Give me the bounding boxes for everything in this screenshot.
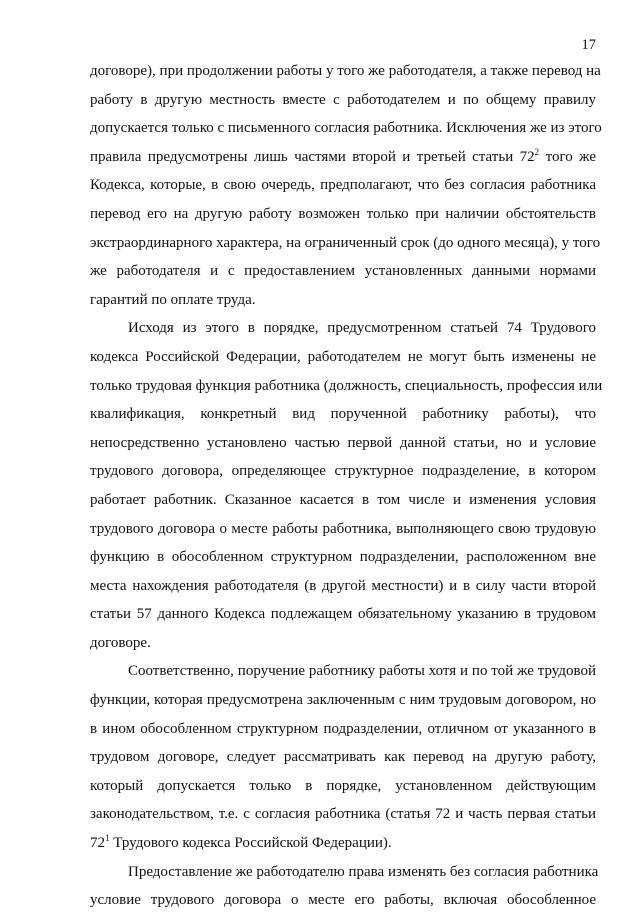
text-segment: Предоставление же работодателю права изменять без согласия работника (128, 863, 599, 880)
text-line (90, 886, 596, 915)
text-line (90, 657, 596, 686)
text-segment: Кодекса, которые, в свою очередь, предполагают, что без согласия работника (90, 177, 596, 194)
text-line (90, 457, 596, 486)
text-line (90, 257, 596, 286)
text-line (90, 629, 596, 658)
superscript: 2 (534, 146, 540, 157)
text-segment: трудового договора, определяющее структурное подразделение, в котором (90, 463, 596, 480)
paragraph (90, 57, 602, 314)
superscript: 1 (105, 833, 110, 844)
text-line (90, 57, 601, 86)
text-line (90, 858, 599, 887)
text-line (90, 343, 596, 372)
text-segment: договоре. (90, 634, 151, 651)
text-segment: Соответственно, поручение работнику работы хотя и по той же трудовой (128, 663, 596, 680)
text-line (90, 715, 596, 744)
text-segment: законодательством, т.е. с согласия работника (статья 72 и часть первая статьи (90, 806, 596, 823)
text-segment: договоре), при продолжении работы у того же работодателя, а также перевод на (90, 63, 601, 79)
text-line (90, 200, 596, 229)
text-segment: условие трудового договора о месте его работы, включая обособленное (90, 892, 596, 909)
text-line (90, 543, 596, 572)
text-line (90, 772, 596, 801)
text-segment: работу в другую местность вместе с работодателем и по общему правилу (90, 91, 596, 108)
text-line (90, 600, 596, 629)
text-segment: статьи 57 данного Кодекса подлежащем обязательному указанию в трудовом (90, 606, 596, 623)
text-segment: перевод его на другую работу возможен только при наличии обстоятельств (90, 205, 596, 222)
text-line (90, 429, 596, 458)
text-segment: места нахождения работодателя (в другой местности) и в силу части второй (90, 577, 596, 594)
text-segment: Исходя из этого в порядке, предусмотренном статьей 74 Трудового (128, 320, 596, 337)
text-segment: функции, которая предусмотрена заключенным с ним трудовым договором, но (90, 692, 596, 709)
text-segment: правила предусмотрены лишь частями второй и третьей статьи 72 (90, 148, 535, 165)
text-segment: только трудовая функция работника (должность, специальность, профессия или (90, 377, 603, 394)
text-line (90, 372, 603, 401)
text-line (90, 572, 596, 601)
text-segment: 72 (90, 835, 105, 852)
text-segment: трудового договора о месте работы работника, выполняющего свою трудовую (90, 520, 596, 537)
text-line (90, 229, 601, 258)
text-segment: гарантий по оплате труда. (90, 291, 256, 308)
text-line (90, 143, 596, 172)
text-segment: допускается только с письменного согласия работника. Исключения же из этого (90, 120, 602, 137)
text-line (90, 800, 596, 829)
text-line (90, 114, 602, 143)
text-segment: функцию в обособленном структурном подразделении, расположенном вне (90, 549, 596, 566)
paragraph (90, 314, 603, 657)
text-segment: квалификация, конкретный вид порученной работнику работы), что (90, 406, 596, 423)
text-line (90, 829, 596, 858)
text-segment: в ином обособленном структурном подразделении, отличном от указанного в (90, 720, 596, 737)
text-segment: того же (539, 148, 596, 165)
text-line (90, 486, 596, 515)
text-segment: работает работник. Сказанное касается в том числе и изменения условия (90, 491, 596, 508)
text-segment: же работодателя и с предоставлением установленных данными нормами (90, 263, 596, 280)
paragraph (90, 657, 596, 857)
text-segment: который допускается только в порядке, установленном действующим (90, 777, 596, 794)
page-number: 17 (581, 37, 596, 53)
text-segment: Трудового кодекса Российской Федерации). (109, 835, 392, 852)
text-segment: трудовом договоре, следует рассматривать как перевод на другую работу, (90, 749, 596, 766)
paragraph (90, 858, 599, 915)
text-line (90, 286, 596, 315)
text-line (90, 314, 596, 343)
text-line (90, 743, 596, 772)
document-body (90, 57, 603, 915)
text-line (90, 400, 596, 429)
text-line (90, 515, 596, 544)
text-line (90, 86, 596, 115)
text-segment: экстраординарного характера, на ограниченный срок (до одного месяца), у того (90, 234, 601, 251)
text-line (90, 686, 596, 715)
text-segment: кодекса Российской Федерации, работодателем не могут быть изменены не (90, 348, 596, 365)
text-line (90, 171, 596, 200)
text-segment: непосредственно установлено частью первой данной статьи, но и условие (90, 434, 596, 451)
